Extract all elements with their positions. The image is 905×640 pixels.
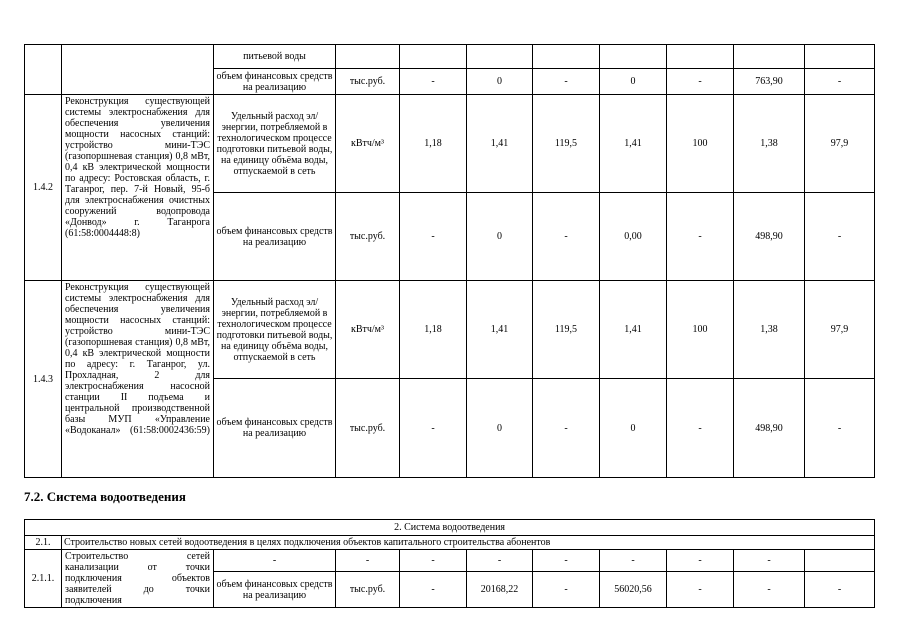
row-number-cell: 1.4.3 <box>25 281 62 478</box>
unit-cell: тыс.руб. <box>336 379 400 478</box>
indicator-cell: объем финансовых средств на реализацию <box>214 193 336 281</box>
value-cell: - <box>805 193 875 281</box>
value-cell: 0 <box>467 193 533 281</box>
value-cell: - <box>805 572 875 608</box>
value-cell: - <box>734 550 805 572</box>
value-cell: 119,5 <box>533 95 600 193</box>
value-cell: 100 <box>667 281 734 379</box>
value-cell: 0 <box>467 69 533 95</box>
value-cell: - <box>533 550 600 572</box>
row-number-cell: 2.1.1. <box>25 550 62 608</box>
row-description-cell: Реконструкция существующей системы электроснабжения для обеспечения увеличения мощности насосных станций: устройство мини-ТЭС (газопоршневая станция) 0,8 мВт, 0,4 кВ электрической мощности по адресу: г. Таганрог, ул. Прохладная, 2 для электроснабжения насосной станции II подъема и центральной производственной базы МУП «Управление «Водоканал» (61:58:0002436:59) <box>62 281 214 478</box>
row-description-cell <box>62 45 214 95</box>
value-cell: 1,41 <box>467 281 533 379</box>
value-cell: 97,9 <box>805 281 875 379</box>
value-cell: - <box>667 572 734 608</box>
value-cell: 97,9 <box>805 95 875 193</box>
value-cell: - <box>667 69 734 95</box>
value-cell: 1,38 <box>734 95 805 193</box>
value-cell: - <box>533 193 600 281</box>
value-cell: - <box>214 550 336 572</box>
table-row <box>25 281 875 379</box>
value-cell: - <box>667 193 734 281</box>
value-cell: 0 <box>600 379 667 478</box>
value-cell: 1,18 <box>400 281 467 379</box>
value-cell: 1,38 <box>734 281 805 379</box>
row-number-cell: 1.4.2 <box>25 95 62 281</box>
value-cell: 0 <box>467 379 533 478</box>
value-cell: 1,41 <box>600 95 667 193</box>
section-header-cell: 2. Система водоотведения <box>25 520 875 536</box>
indicator-cell: объем финансовых средств на реализацию <box>214 572 336 608</box>
table-row <box>25 536 875 550</box>
value-cell: - <box>533 572 600 608</box>
row-number-cell <box>25 45 62 95</box>
value-cell: 0 <box>600 69 667 95</box>
value-cell: - <box>667 379 734 478</box>
value-cell: - <box>400 550 467 572</box>
unit-cell: кВтч/м³ <box>336 281 400 379</box>
row-description-cell: Строительство сетей канализации от точки подключения объектов заявителей до точки подключения <box>62 550 214 608</box>
value-cell: 1,41 <box>467 95 533 193</box>
indicator-cell: объем финансовых средств на реализацию <box>214 379 336 478</box>
value-cell: - <box>400 193 467 281</box>
indicator-cell: Удельный расход эл/энергии, потребляемой в технологическом процессе подготовки питьевой воды, на единицу объёма воды, отпускаемой в сеть <box>214 95 336 193</box>
value-cell: - <box>805 379 875 478</box>
value-cell: - <box>805 69 875 95</box>
value-cell: 498,90 <box>734 379 805 478</box>
indicator-cell: Удельный расход эл/энергии, потребляемой в технологическом процессе подготовки питьевой воды, на единицу объёма воды, отпускаемой в сеть <box>214 281 336 379</box>
value-cell: 1,18 <box>400 95 467 193</box>
value-cell: - <box>400 69 467 95</box>
table-row <box>25 45 875 69</box>
table-row <box>25 520 875 536</box>
value-cell: - <box>667 550 734 572</box>
table-row <box>25 95 875 193</box>
indicator-cell: объем финансовых средств на реализацию <box>214 69 336 95</box>
value-cell: - <box>533 69 600 95</box>
subsection-title-cell: Строительство новых сетей водоотведения в целях подключения объектов капитального строительства абонентов <box>62 536 875 550</box>
value-cell: - <box>533 379 600 478</box>
value-cell: 20168,22 <box>467 572 533 608</box>
water-supply-table <box>24 44 875 478</box>
unit-cell: кВтч/м³ <box>336 95 400 193</box>
row-number-cell: 2.1. <box>25 536 62 550</box>
value-cell: - <box>600 550 667 572</box>
unit-cell: тыс.руб. <box>336 572 400 608</box>
unit-cell: тыс.руб. <box>336 69 400 95</box>
value-cell: 498,90 <box>734 193 805 281</box>
indicator-cell: питьевой воды <box>214 45 336 69</box>
unit-cell: тыс.руб. <box>336 193 400 281</box>
value-cell: 763,90 <box>734 69 805 95</box>
wastewater-table <box>24 519 875 608</box>
value-cell: 0,00 <box>600 193 667 281</box>
value-cell: - <box>400 379 467 478</box>
row-description-cell: Реконструкция существующей системы электроснабжения для обеспечения увеличения мощности насосных станций: устройство мини-ТЭС (газопоршневая станция) 0,8 мВт, 0,4 кВ электрической мощности по адресу: Ростовская область, г. Таганрог, пер. 7-й Новый, 95-б для электроснабжения очистных сооружений водопровода «Донвод» г. Таганрога (61:58:0004448:8) <box>62 95 214 281</box>
section-heading: 7.2. Система водоотведения <box>24 489 186 504</box>
table-row <box>25 550 875 572</box>
value-cell: - <box>734 572 805 608</box>
value-cell: 56020,56 <box>600 572 667 608</box>
value-cell: - <box>336 550 400 572</box>
value-cell: - <box>400 572 467 608</box>
value-cell: 100 <box>667 95 734 193</box>
value-cell: 119,5 <box>533 281 600 379</box>
value-cell: - <box>467 550 533 572</box>
value-cell: 1,41 <box>600 281 667 379</box>
